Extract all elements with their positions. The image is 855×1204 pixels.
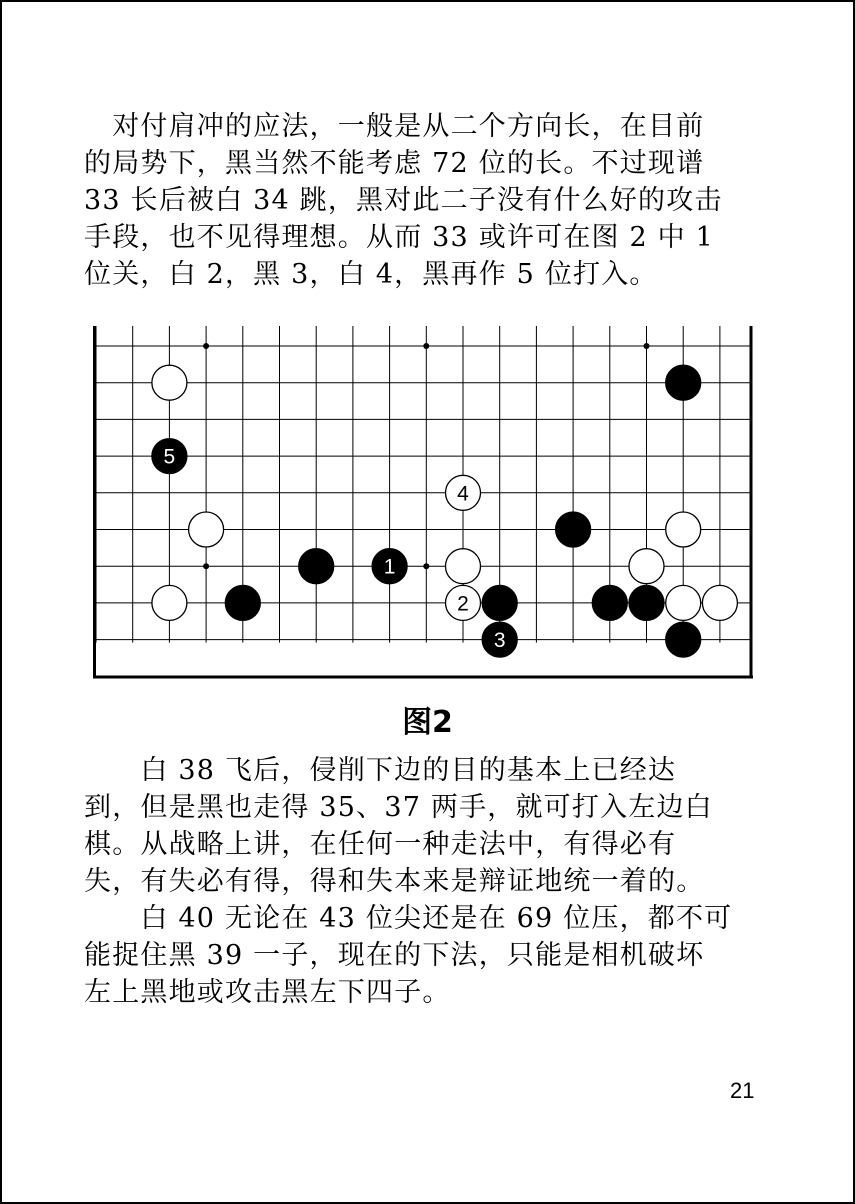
text-line: 对付肩冲的应法，一般是从二个方向长，在目前 [84,111,705,142]
white-stone [152,365,187,400]
text-line: 白 40 无论在 43 位尖还是在 69 位压，都不可 [84,903,733,934]
black-stone [556,512,591,547]
text-line: 左上黑地或攻击黑左下四子。 [84,977,451,1008]
stone-move-number: 5 [163,445,176,469]
text-line: 白 38 飞后，侵削下边的目的基本上已经达 [84,755,677,786]
white-stone [189,512,224,547]
page-number: 21 [730,1078,755,1103]
stone-move-number: 4 [457,482,469,506]
white-stone [666,512,701,547]
paragraph-2 [84,752,774,1011]
star-point [203,563,209,569]
text-line: 棋。从战略上讲，在任何一种走法中，有得必有 [84,829,677,860]
black-stone [299,549,334,584]
star-point [423,343,429,349]
white-stone [446,549,481,584]
star-point [644,343,650,349]
stone-move-number: 2 [457,592,469,616]
stone-move-number: 3 [493,629,506,653]
text-line: 的局势下，黑当然不能考虑 72 位的长。不过现谱 [84,148,705,179]
white-stone [702,585,737,620]
text-line: 失，有失必有得，得和失本来是辩证地统一着的。 [84,866,705,897]
go-board-diagram [93,326,763,686]
stone-move-number: 1 [383,555,396,579]
text-line: 33 长后被白 34 跳，黑对此二子没有什么好的攻击 [84,185,723,216]
white-stone [629,549,664,584]
paragraph-1 [84,108,774,293]
white-stone [152,585,187,620]
star-point [423,563,429,569]
black-stone [666,365,701,400]
star-point [203,343,209,349]
white-stone [666,585,701,620]
black-stone [482,585,517,620]
text-line: 能捉住黑 39 一子，现在的下法，只能是相机破坏 [84,940,705,971]
text-line: 手段，也不见得理想。从而 33 或许可在图 2 中 1 [84,222,715,253]
black-stone [629,585,664,620]
go-board [93,326,763,682]
black-stone [225,585,260,620]
diagram-caption: 图2 [402,705,453,740]
black-stone [592,585,627,620]
text-line: 到，但是黑也走得 35、37 两手，就可打入左边白 [84,792,713,823]
text-line: 位关，白 2，黑 3，白 4，黑再作 5 位打入。 [84,259,658,290]
black-stone [666,622,701,657]
